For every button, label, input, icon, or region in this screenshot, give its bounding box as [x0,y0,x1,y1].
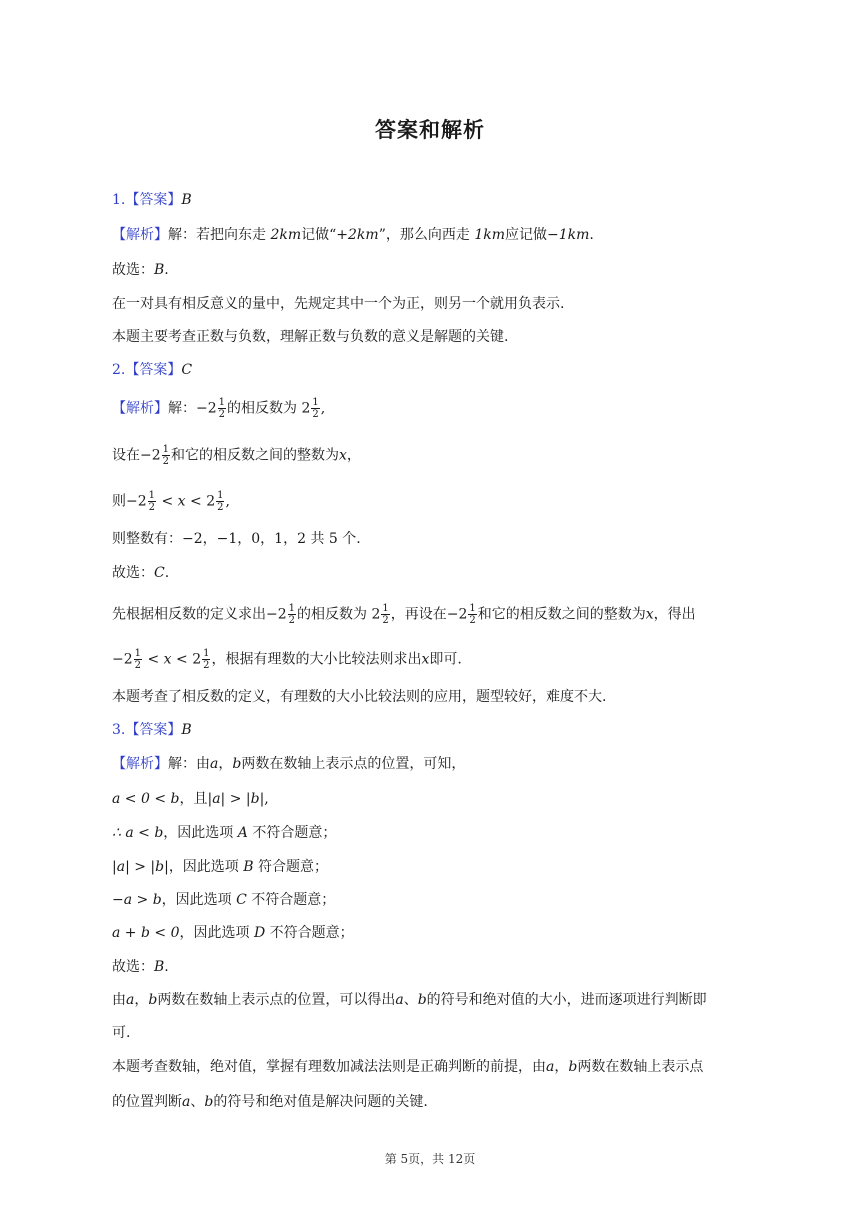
q2-text: 和它的相反数之间的整数为 [477,606,646,623]
fraction-den: 2 [469,615,476,626]
q2-math: x [177,493,186,510]
fraction-num: 1 [162,444,170,455]
q2-math: −2 [112,651,133,668]
q2-text: 和它的相反数之间的整数为 [171,447,340,464]
q3-line-11 [112,1092,752,1112]
q3-choose-end: . [164,959,169,975]
q3-text: 、 [190,1094,205,1110]
q3-math: a [182,1094,191,1110]
q3-option: B [243,859,254,875]
q1-choose-end: . [164,262,169,278]
q2-text: 先根据相反数的定义求出 [112,606,266,623]
q3-text: ，因此选项 [163,825,238,841]
q2-line-4: 则整数有：−2，−1，0，1，2 共 5 个. [112,531,361,547]
q3-text: 两数在数轴上表示点的位置，可以得出 [157,992,396,1008]
q2-math: < 2 [185,493,216,510]
fraction-half [288,603,296,626]
q2-math: −2 [266,606,287,623]
fraction-half [148,490,156,513]
q1-answer-line [112,190,752,210]
q3-line-8 [112,990,752,1010]
fraction-den: 2 [218,409,226,420]
q1-text: 解：若把向东走 [168,227,271,243]
q2-answer-tag: 【答案】 [125,362,182,378]
q3-text: 两数在数轴上表示点的位置，可知， [241,756,466,772]
q1-choose-label: 故选： [112,262,154,278]
q1-answer: B [181,192,192,208]
q3-math: |a| > |b| [207,791,265,807]
fraction-num: 1 [134,648,142,659]
q2-line-6 [112,603,752,626]
fraction-den: 2 [148,502,156,513]
fraction-den: 2 [312,409,319,420]
q3-analysis-tag: 【解析】 [112,756,168,772]
q3-option: D [253,925,266,941]
q3-math: a [126,992,135,1008]
q2-text: ，根据有理数的大小比较法则求出 [211,651,422,668]
q2-math: < 2 [171,651,202,668]
fraction-num: 1 [312,397,319,408]
q2-number: 2. [112,362,126,378]
page-title: 答案和解析 [375,118,485,142]
fraction-den: 2 [134,660,142,671]
q2-analysis-tag: 【解析】 [112,400,168,417]
q3-math: a < 0 < b [112,791,180,807]
q2-line-2 [112,444,752,467]
q3-math: b [232,756,242,772]
q3-answer-line [112,720,752,740]
q2-text: , [320,400,326,417]
q1-math: +2km [336,227,379,243]
fraction-half [202,648,210,671]
q3-choose-value: B [154,959,165,975]
q2-math: −2 [196,400,217,417]
q3-text: 的符号和绝对值是解决问题的关键. [213,1094,428,1110]
q2-choose-label: 故选： [112,565,154,581]
q3-analysis-line [112,754,752,774]
q3-option: A [237,825,248,841]
q2-math: < [157,493,178,510]
q1-explain-line: 在一对具有相反意义的量中，先规定其中一个为正，则另一个就用负表示. [112,296,565,312]
q1-math: 1km [474,227,505,243]
q2-choose-value: C [154,565,165,581]
q1-choose-line [112,260,752,280]
q3-math: b [148,992,158,1008]
q3-text: 两数在数轴上表示点 [577,1059,704,1075]
q3-text: 符合题意； [253,859,329,875]
q2-text: 的相反数为 2 [297,606,381,623]
q2-line-7 [112,648,752,671]
fraction-half [311,397,319,420]
q2-answer: C [181,362,193,378]
q2-math: x [339,447,347,464]
fraction-den: 2 [162,456,170,467]
q3-text: 的位置判断 [112,1094,182,1110]
q2-math: x [645,606,654,623]
fraction-half [218,397,226,420]
q2-math: −2 [446,606,468,623]
q3-line-9: 可. [112,1025,131,1041]
q3-line-5 [112,890,752,910]
q3-text: 由 [112,992,126,1008]
q3-line-3 [112,823,752,843]
q2-text: ， [346,447,361,464]
q3-math: b [417,992,427,1008]
fraction-den: 2 [288,615,296,626]
q1-number: 1. [112,192,126,208]
q3-text: 不符合题意； [246,892,336,908]
q2-choose-end: . [164,565,170,581]
fraction-den: 2 [203,660,210,671]
q3-text: ， [218,756,233,772]
q2-math: x [421,651,430,668]
q1-answer-tag: 【答案】 [125,192,182,208]
q1-text: ”，那么向西走 [378,227,475,243]
fraction-half [381,603,389,626]
q1-text: . [589,227,594,243]
q2-text: 设在 [112,447,140,464]
q3-math: −a > b [112,892,162,908]
q2-text: ，再设在 [390,606,447,623]
q3-text: 不符合题意； [247,825,337,841]
q2-text: 的相反数为 [227,400,302,417]
q2-math: x [163,651,172,668]
fraction-num: 1 [382,603,389,614]
q3-text: ， [134,992,149,1008]
q3-text: 、 [403,992,418,1008]
q2-summary-line: 本题考查了相反数的定义，有理数的大小比较法则的应用，题型较好，难度不大. [112,689,607,705]
q3-answer-tag: 【答案】 [125,722,182,738]
q2-math: −2 [126,493,147,510]
fraction-half [162,444,170,467]
q2-analysis-line [112,397,752,420]
q1-analysis-line [112,225,752,245]
q2-text: 则 [112,493,126,510]
fraction-num: 1 [469,603,476,614]
q3-math: a [546,1059,555,1075]
fraction-num: 1 [288,603,296,614]
fraction-den: 2 [217,502,224,513]
q3-line-4 [112,857,752,877]
q3-option: C [236,892,247,908]
q3-number: 3. [112,722,126,738]
q3-math: ∴ a < b [112,825,164,841]
q3-math: b [568,1059,578,1075]
q3-answer: B [181,722,192,738]
fraction-half [468,603,476,626]
q3-text: 的符号和绝对值的大小，进而逐项进行判断即 [426,992,707,1008]
fraction-num: 1 [203,648,210,659]
q3-text: ，因此选项 [179,925,254,941]
q1-math: 2km [270,227,302,243]
q1-text: 应记做 [504,227,547,243]
fraction-num: 1 [217,490,224,501]
q2-math: −2 [140,447,161,464]
q3-choose-line [112,957,752,977]
q3-text: , [264,791,269,807]
q2-answer-line [112,360,752,380]
q3-text: 本题考查数轴，绝对值，掌握有理数加减法法则是正确判断的前提，由 [112,1059,546,1075]
q3-math: a + b < 0 [112,925,180,941]
page-footer: 第 5页，共 12页 [384,1152,476,1166]
q3-line-10 [112,1057,752,1077]
q2-text: ，得出 [653,606,696,623]
q1-text: 记做“ [301,227,337,243]
q2-text: 解： [168,400,196,417]
q3-line-6 [112,923,752,943]
q2-line-3 [112,490,752,513]
q3-text: ，且 [179,791,208,807]
q1-summary-line: 本题主要考查正数与负数，理解正数与负数的意义是解题的关键. [112,329,509,345]
q3-math: b [204,1094,214,1110]
q3-text: ，因此选项 [161,892,237,908]
q2-choose-line [112,563,752,583]
q3-text: 解：由 [168,756,210,772]
q3-text: ，因此选项 [168,859,244,875]
q2-math: < [143,651,164,668]
q3-math: a [210,756,219,772]
q1-math: −1km [546,227,590,243]
fraction-num: 1 [218,397,226,408]
fraction-half [134,648,142,671]
q2-math: 2 [301,400,311,417]
q3-text: 不符合题意； [265,925,354,941]
q2-text: 即可. [429,651,462,668]
fraction-num: 1 [148,490,156,501]
q3-choose-label: 故选： [112,959,154,975]
q3-math: a [395,992,404,1008]
fraction-den: 2 [382,615,389,626]
fraction-half [216,490,224,513]
q3-line-2 [112,789,752,809]
q1-choose-value: B [154,262,165,278]
q3-math: |a| > |b| [112,859,169,875]
q1-analysis-tag: 【解析】 [112,227,168,243]
q3-text: ， [554,1059,569,1075]
q2-text: , [225,493,230,510]
